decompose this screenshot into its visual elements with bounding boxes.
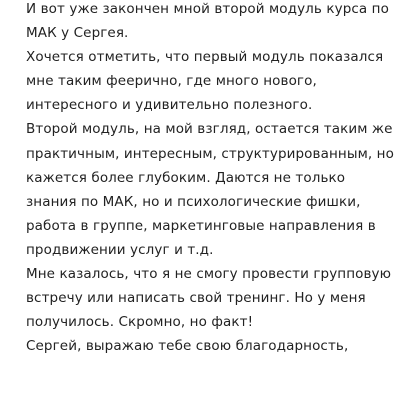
- message-paragraph: Второй модуль, на мой взгляд, остается таким же практичным, интересным, структурированным, но кажется более глубоким. Даются не только знания по МАК, но и психологические фишки, работа в группе, маркетинговые направления в продвижении услуг и т.д.: [26, 121, 394, 258]
- message-paragraph: И вот уже закончен мной второй модуль курса по МАК у Сергея.: [26, 1, 389, 42]
- message-paragraph: Хочется отметить, что первый модуль показался мне таким феерично, где много нового, интересного и удивительно полезного.: [26, 49, 384, 114]
- message-text-block: [26, 0, 396, 358]
- message-paragraph: Мне казалось, что я не смогу провести групповую встречу или написать свой тренинг. Но у меня получилось. Скромно, но факт!: [26, 266, 392, 331]
- message-paragraph: Сергей, выражаю тебе свою благодарность,: [26, 338, 349, 355]
